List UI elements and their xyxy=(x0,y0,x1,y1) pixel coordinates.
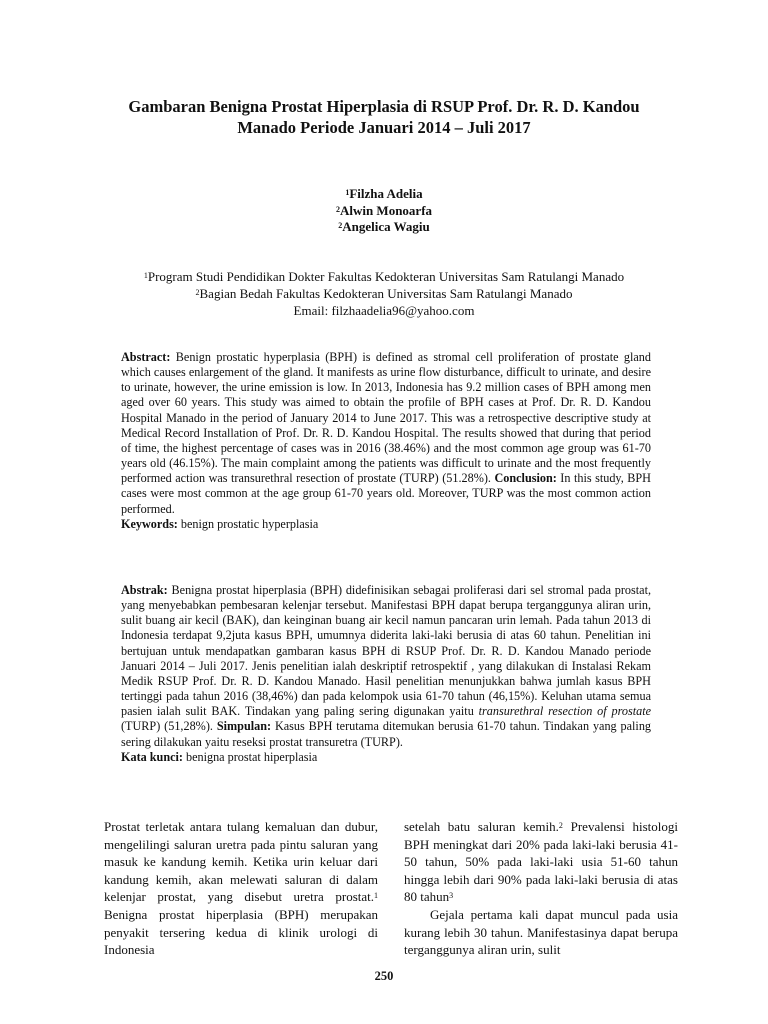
author-1-name: Filzha Adelia xyxy=(349,186,423,201)
keywords-label: Keywords: xyxy=(121,516,178,531)
affiliation-2 xyxy=(0,285,768,302)
title-line-2: Manado Periode Januari 2014 – Juli 2017 xyxy=(237,118,531,137)
author-2-name: Alwin Monoarfa xyxy=(339,202,433,218)
page-number: 250 xyxy=(374,969,394,983)
body-right-paragraph-2: Gejala pertama kali dapat muncul pada usia kurang lebih 30 tahun. Manifestasinya dapat berupa terganggunya aliran urin, sulit xyxy=(404,906,678,958)
simpulan-label: Simpulan: xyxy=(216,719,272,734)
kata-kunci-label: Kata kunci: xyxy=(121,749,183,764)
affiliation-1-sup: 1 xyxy=(143,271,148,280)
author-3-sup: 2 xyxy=(338,221,343,230)
body-column-left xyxy=(104,818,378,959)
author-2 xyxy=(0,203,768,220)
body-left-text-cont: Benigna prostat hiperplasia (BPH) merupakan penyakit tersering kedua di klinik urologi di Indonesia xyxy=(104,906,378,958)
abstract-indonesian xyxy=(121,583,651,765)
author-1 xyxy=(0,186,768,203)
abstrak-label: Abstrak: xyxy=(121,583,168,597)
body-right-text: setelah batu saluran kemih. xyxy=(404,819,559,834)
email-line: Email: filzhaadelia96@yahoo.com xyxy=(293,303,475,318)
author-1-sup: 1 xyxy=(345,188,350,197)
conclusion-label: Conclusion: xyxy=(494,471,557,486)
paper-title xyxy=(90,96,678,138)
author-2-sup: 2 xyxy=(335,204,340,214)
kata-kunci-text: benigna prostat hiperplasia xyxy=(182,749,318,764)
citation-2: 2 xyxy=(558,821,563,830)
abstract-english xyxy=(121,350,651,532)
abstrak-text-2: (TURP) (51,28%). xyxy=(121,719,217,734)
affiliation-1-text: Program Studi Pendidikan Dokter Fakultas Kedokteran Universitas Sam Ratulangi Manado xyxy=(147,269,625,284)
keywords-text: benign prostatic hyperplasia xyxy=(177,516,319,531)
body-left-text: Prostat terletak antara tulang kemaluan dan dubur, mengelilingi saluran uretra pada pintu saluran yang masuk ke kandung kemih. Ketika urin keluar dari kandung kemih, akan melewati saluran di dalam kelenjar prostat, yang disebut uretra prostat. xyxy=(104,819,378,905)
citation-3: 3 xyxy=(449,891,454,901)
affiliation-1 xyxy=(0,268,768,285)
abstract-text: Benign prostatic hyperplasia (BPH) is defined as stromal cell proliferation of prostate gland which causes enlargement of the gland. It manifests as urine flow disturbance, difficult to urinate, and desire to urinate, however, the urine emission is low. In 2013, Indonesia has 9.2 million cases of BPH among men aged over 60 years. This study was aimed to obtain the profile of BPH cases at Prof. Dr. R. D. Kandou Hospital Manado in the period of January 2014 to June 2017. This was a retrospective descriptive study at Medical Record Installation of Prof. Dr. R. D. Kandou Hospital. The results showed that during that period of time, the highest percentage of cases was in 2016 (38.46%) and the most common age group was 61-70 years old (46.15%). The main complaint among the patients was difficult to urinate and the most frequently performed action was transurethral resection of prostate (TURP) (51.28%). xyxy=(121,350,651,486)
abstrak-italic-term: transurethral resection of prostate xyxy=(478,704,651,719)
abstrak-text-1: Benigna prostat hiperplasia (BPH) didefinisikan sebagai proliferasi dari sel stromal pada prostat, yang menyebabkan pembesaran kelenjar tersebut. Manifestasi BPH dapat berupa terganggunya aliran urin, sulit buang air kecil (BAK), dan keinginan buang air kecil namun pancaran urin lemah. Pada tahun 2013 di Indonesia terdapat 9,2juta kasus BPH, umumnya diderita laki-laki berusia di atas 60 tahun. Penelitian ini bertujuan untuk mendapatkan gambaran kasus BPH di RSUP Prof. Dr. R. D. Kandou Manado periode Januari 2014 – Juli 2017. Jenis penelitian ialah deskriptif retrospektif , yang dilakukan di Instalasi Rekam Medik RSUP Prof. Dr. R. D. Kandou Manado. Hasil penelitian menunjukkan bahwa jumlah kasus BPH tertinggi pada tahun 2016 (38,46%) dan pada kelompok usia 61-70 tahun (46,15%). Keluhan utama semua pasien ialah sulit BAK. Tindakan yang paling sering digunakan yaitu xyxy=(121,583,651,719)
body-column-right xyxy=(404,818,678,959)
affiliation-2-sup: 2 xyxy=(195,288,200,297)
affiliation-2-text: Bagian Bedah Fakultas Kedokteran Universitas Sam Ratulangi Manado xyxy=(199,286,573,301)
kata-kunci-line xyxy=(121,750,651,765)
author-3 xyxy=(0,219,768,236)
author-3-name: Angelica Wagiu xyxy=(342,219,430,234)
abstract-label: Abstract: xyxy=(121,350,171,364)
simpulan-text: Kasus BPH terutama ditemukan berusia 61-70 tahun. Tindakan yang paling sering dilakukan yaitu reseksi prostat transuretra (TURP). xyxy=(121,719,652,749)
author-list xyxy=(0,186,768,236)
affiliations xyxy=(0,268,768,319)
keywords-line xyxy=(121,517,651,532)
conclusion-text: In this study, BPH cases were most common at the age group 61-70 years old. Moreover, TURP was the most common action performed. xyxy=(121,471,651,516)
citation-1: 1 xyxy=(374,891,378,901)
body-right-text-cont: Prevalensi histologi BPH meningkat dari 20% pada laki-laki berusia 41-50 tahun, 50% pada laki-laki usia 51-60 tahun hingga lebih dari 90% pada laki-laki berusia di atas 80 tahun xyxy=(404,819,678,905)
title-line-1: Gambaran Benigna Prostat Hiperplasia di RSUP Prof. Dr. R. D. Kandou xyxy=(128,97,640,116)
